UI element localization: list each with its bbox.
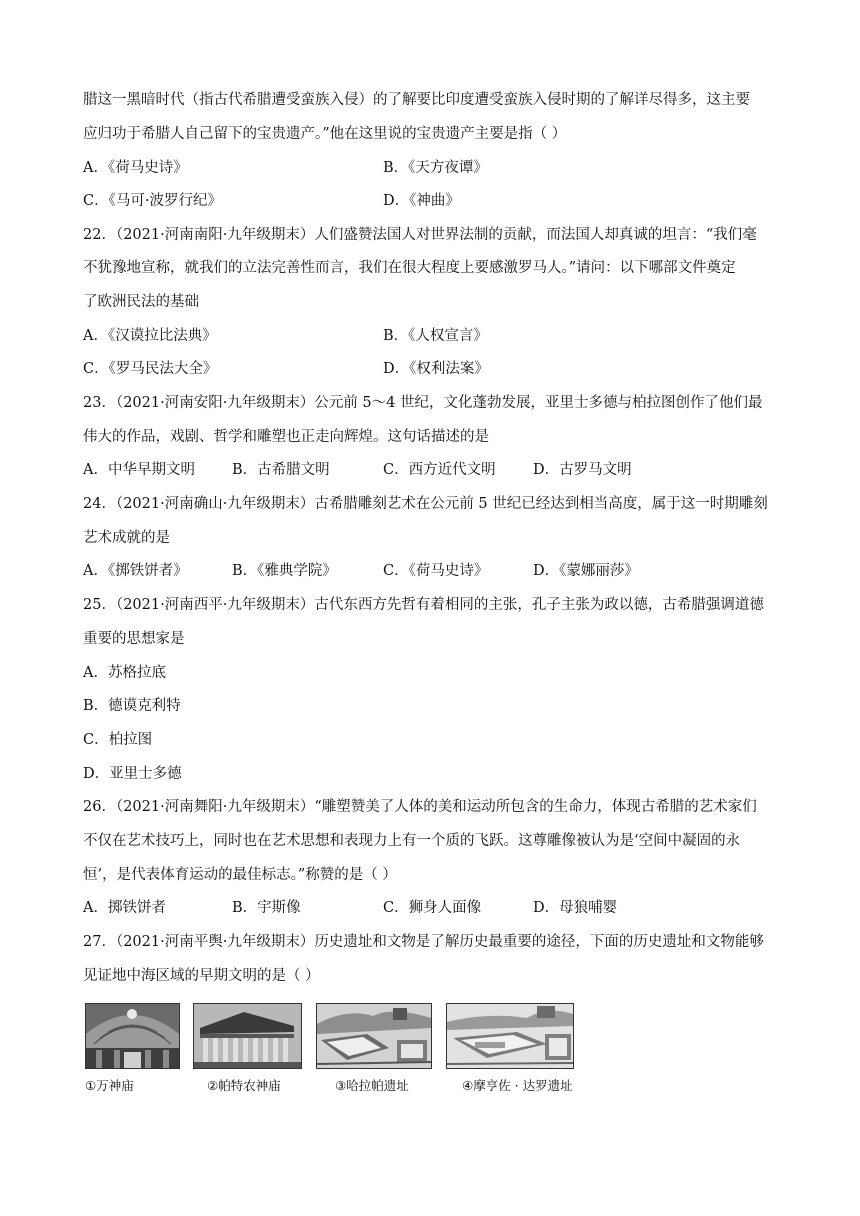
- q26-option-a: A．掷铁饼者: [83, 900, 166, 916]
- q23-stem-line2: 伟大的作品，戏剧、哲学和雕塑也正走向辉煌。这句话描述的是: [83, 429, 489, 445]
- q24-option-c: C．《荷马史诗》: [383, 563, 489, 579]
- q21-option-c: C．《马可·波罗行纪》: [83, 193, 222, 209]
- q24-option-a: A．《掷铁饼者》: [83, 563, 188, 579]
- caption-mohenjo-daro: ④摩亨佐 · 达罗遗址: [462, 1078, 573, 1093]
- q22-option-b: B．《人权宣言》: [383, 328, 488, 344]
- q23-option-c: C．西方近代文明: [383, 462, 496, 478]
- q22-stem-line3: 了欧洲民法的基础: [83, 294, 199, 310]
- q23-option-b: B．古希腊文明: [232, 462, 330, 478]
- q25-option-c: C．柏拉图: [83, 732, 153, 748]
- q25-stem-line2: 重要的思想家是: [83, 631, 185, 647]
- q21-option-b: B．《天方夜谭》: [383, 160, 488, 176]
- q26-option-c: C．狮身人面像: [383, 900, 482, 916]
- q21-option-a: A．《荷马史诗》: [83, 160, 188, 176]
- q24-option-d: D．《蒙娜丽莎》: [533, 563, 639, 579]
- q24-stem-line1: 24．（2021·河南确山·九年级期末）古希腊雕刻艺术在公元前 5 世纪已经达到相当高度，属于这一时期雕刻: [83, 496, 768, 512]
- q22-option-d: D．《权利法案》: [383, 361, 489, 377]
- mohenjo-daro-photo: [446, 1003, 574, 1069]
- q25-option-a: A．苏格拉底: [83, 665, 166, 681]
- q25-option-b: B．德谟克利特: [83, 698, 181, 714]
- pantheon-photo: [85, 1003, 180, 1069]
- q26-stem-line2: 不仅在艺术技巧上，同时也在艺术思想和表现力上有一个质的飞跃。这尊雕像被认为是‘空间中凝固的永: [83, 833, 741, 849]
- q25-stem-line1: 25．（2021·河南西平·九年级期末）古代东西方先哲有着相同的主张，孔子主张为政以德，古希腊强调道德: [83, 597, 764, 613]
- q21-stem-line2: 应归功于希腊人自己留下的宝贵遗产。”他在这里说的宝贵遗产主要是指（ ）: [83, 126, 567, 142]
- q22-stem-line2: 不犹豫地宣称，就我们的立法完善性而言，我们在很大程度上要感激罗马人。”请问：以下哪部文件奠定: [83, 260, 736, 276]
- q27-stem-line1: 27．（2021·河南平舆·九年级期末）历史遗址和文物是了解历史最重要的途径，下面的历史遗址和文物能够: [83, 934, 764, 950]
- q24-stem-line2: 艺术成就的是: [83, 530, 170, 546]
- q23-option-a: A．中华早期文明: [83, 462, 195, 478]
- q26-stem-line3: 恒’，是代表体育运动的最佳标志。”称赞的是（ ）: [83, 867, 397, 883]
- q25-option-d: D．亚里士多德: [83, 766, 182, 782]
- q26-option-d: D．母狼哺婴: [533, 900, 618, 916]
- q22-option-a: A．《汉谟拉比法典》: [83, 328, 217, 344]
- q23-stem-line1: 23．（2021·河南安阳·九年级期末）公元前 5～4 世纪，文化蓬勃发展，亚里士多德与柏拉图创作了他们最: [83, 395, 763, 411]
- q22-option-c: C．《罗马民法大全》: [83, 361, 218, 377]
- q21-option-d: D．《神曲》: [383, 193, 460, 209]
- caption-parthenon: ②帕特农神庙: [207, 1078, 281, 1093]
- parthenon-photo: [193, 1003, 302, 1069]
- q27-stem-line2: 见证地中海区域的早期文明的是（ ）: [83, 968, 320, 984]
- caption-harappa: ③哈拉帕遗址: [335, 1078, 409, 1093]
- q26-stem-line1: 26．（2021·河南舞阳·九年级期末）“雕塑赞美了人体的美和运动所包含的生命力，体现古希腊的艺术家们: [83, 799, 757, 815]
- q22-stem-line1: 22．（2021·河南南阳·九年级期末）人们盛赞法国人对世界法制的贡献，而法国人却真诚的坦言：“我们毫: [83, 227, 757, 243]
- q21-stem-line1: 腊这一黑暗时代（指古代希腊遭受蛮族入侵）的了解要比印度遭受蛮族入侵时期的了解详尽得多，这主要: [83, 92, 750, 108]
- q23-option-d: D．古罗马文明: [533, 462, 632, 478]
- harappa-photo: [316, 1003, 432, 1069]
- q24-option-b: B．《雅典学院》: [232, 563, 337, 579]
- q26-option-b: B．宇斯像: [232, 900, 301, 916]
- caption-pantheon: ①万神庙: [85, 1078, 134, 1093]
